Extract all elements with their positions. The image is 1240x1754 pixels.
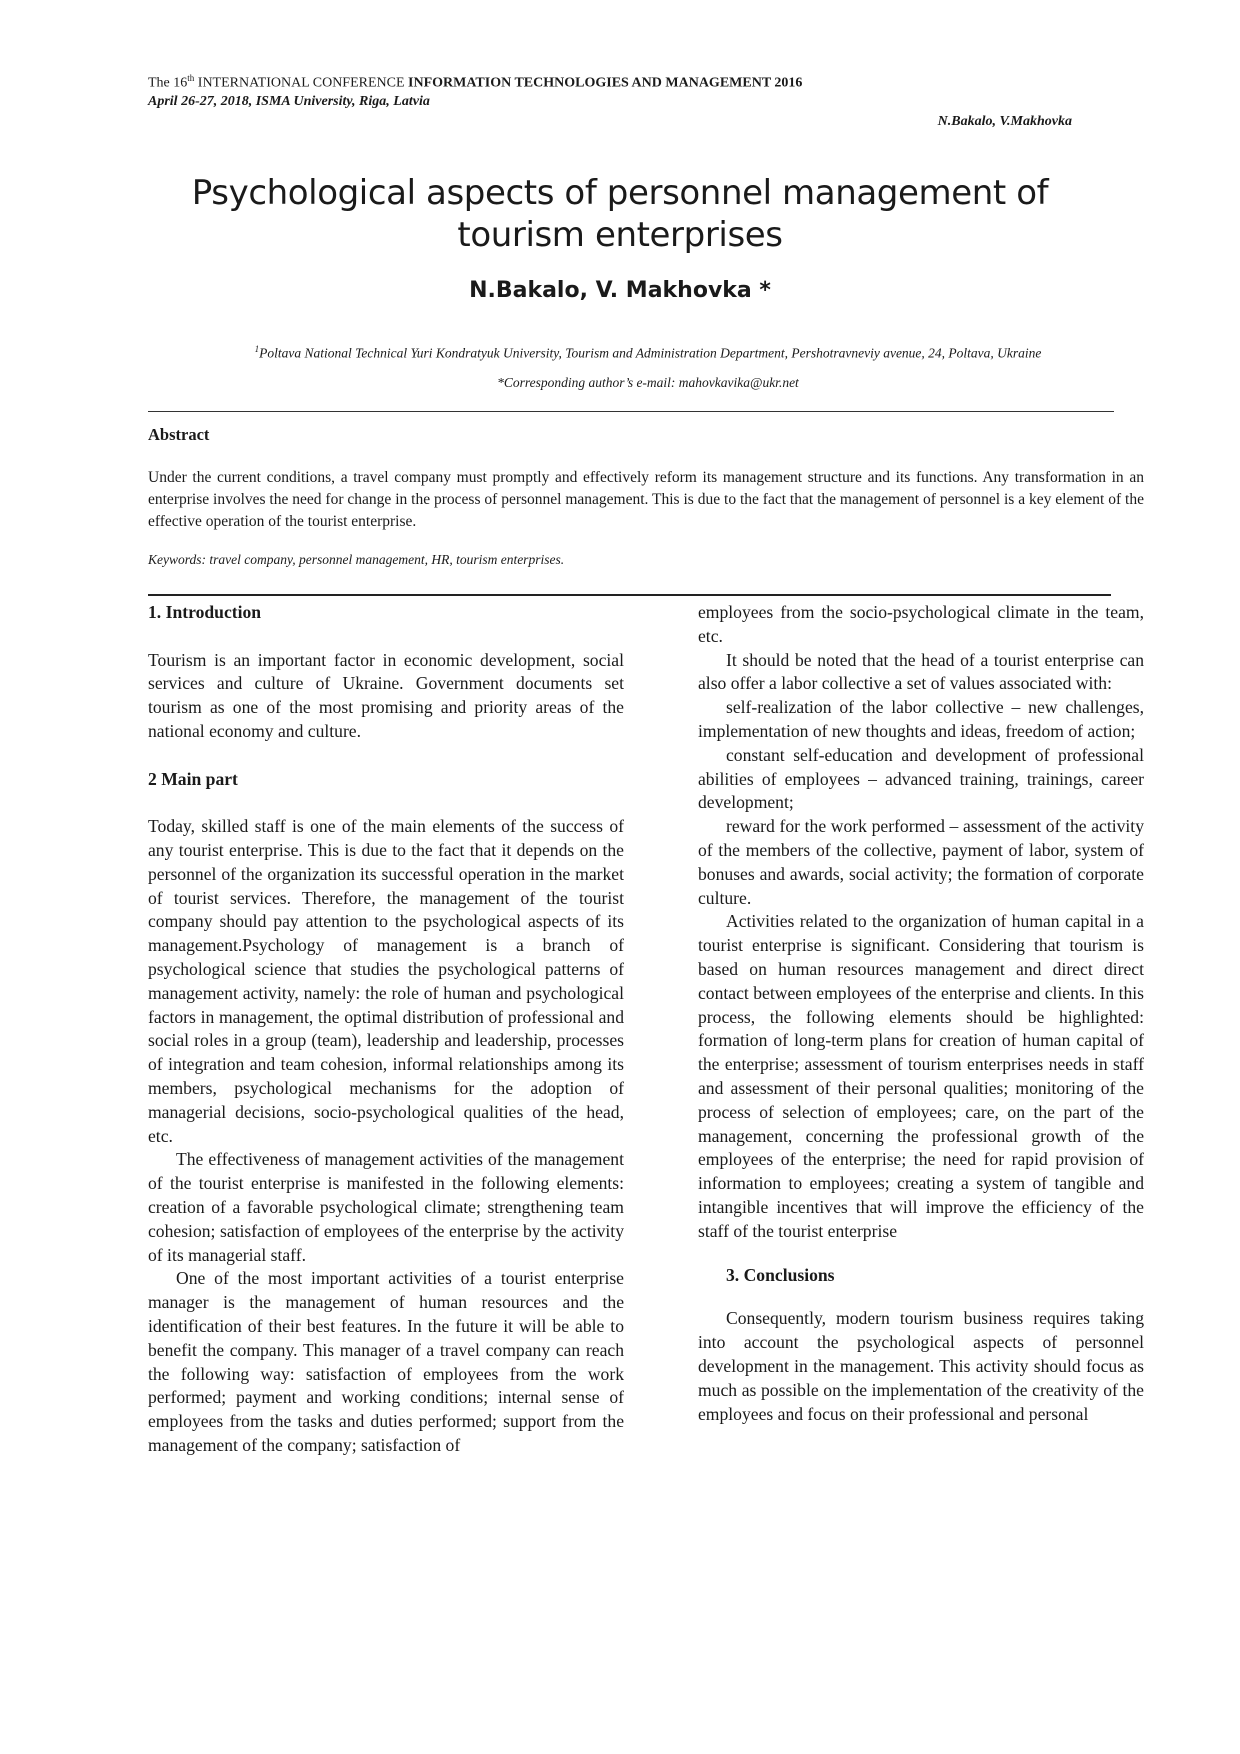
abstract-heading: Abstract (148, 425, 210, 444)
abstract-divider (148, 594, 1111, 596)
conclusions-paragraph: Consequently, modern tourism business requires taking into account the psychological aspects of personnel development in the management. This activity should focus as much as possible on the implementation of the creativity of the employees and focus on their professional and personal (698, 1308, 1144, 1424)
main-paragraph-7: reward for the work performed – assessment of the activity of the members of the collective, payment of labor, system of bonuses and awards, social activity; the formation of corporate culture. (698, 816, 1144, 908)
main-paragraph-2: The effectiveness of management activities of the management of the tourist enterprise is manifested in the following elements: creation of a favorable psychological climate; strengthening team cohesion; satisfaction of employees of the enterprise by the activity of its managerial staff. (148, 1149, 624, 1265)
conference-line (148, 73, 802, 92)
paper-title: Psychological aspects of personnel management of tourism enterprises (191, 173, 1049, 255)
main-paragraph-5: self-realization of the labor collective – new challenges, implementation of new thoughts and ideas, freedom of action; (698, 697, 1144, 741)
conference-type: INTERNATIONAL CONFERENCE (194, 75, 409, 91)
conference-ordinal-suffix: th (187, 73, 195, 83)
right-column (698, 601, 1144, 1426)
introduction-paragraph: Tourism is an important factor in economic development, social services and culture of Ukraine. Government documents set tourism as one of the most promising and priority areas of the national economy and culture. (148, 649, 624, 741)
conference-name: INFORMATION TECHNOLOGIES AND MANAGEMENT 2016 (408, 75, 803, 91)
running-authors: N.Bakalo, V.Makhovka (937, 114, 1072, 129)
left-column (148, 601, 624, 1458)
paper-authors: N.Bakalo, V. Makhovka * (469, 278, 771, 303)
abstract-text: Under the current conditions, a travel company must promptly and effectively reform its management structure and its functions. Any transformation in an enterprise involves the need for change in the process of personnel management. This is due to the fact that the management of personnel is a key element of the effective operation of the tourist enterprise. (148, 469, 1144, 530)
introduction-heading: 1. Introduction (148, 602, 262, 622)
corresponding-author: *Corresponding author’s e-mail: mahovkavika@ukr.net (497, 375, 799, 390)
keywords: Keywords: travel company, personnel management, HR, tourism enterprises. (148, 552, 565, 567)
affiliation-text: Poltava National Technical Yuri Kondratyuk University, Tourism and Administration Department, Pershotravneviy avenue, 24, Poltava, Ukraine (259, 345, 1042, 361)
main-paragraph-6: constant self-education and development of professional abilities of employees – advanced training, trainings, career development; (698, 744, 1144, 813)
main-part-heading: 2 Main part (148, 768, 238, 789)
affiliation (148, 344, 1148, 362)
header-divider (148, 411, 1114, 412)
main-paragraph-3-continued: employees from the socio-psychological climate in the team, etc. (698, 602, 1144, 646)
affiliation-marker: 1 (254, 344, 260, 354)
conference-prefix: The 16 (148, 75, 188, 91)
main-paragraph-1: Today, skilled staff is one of the main elements of the success of any tourist enterprise. This is due to the fact that it depends on the personnel of the organization its successful operation in the market of tourist services. Therefore, the management of the tourist company should pay attention to the psychological aspects of its management.Psychology of management is a branch of psychological science that studies the psychological patterns of management activity, namely: the role of human and psychological factors in management, the optimal distribution of professional and social roles in a group (team), leadership and leadership, processes of integration and team cohesion, informal relationships among its members, psychological mechanisms for the adoption of managerial decisions, socio-psychological qualities of the head, etc. (148, 816, 624, 1146)
conference-date-location: April 26-27, 2018, ISMA University, Riga, Latvia (148, 94, 430, 109)
conclusions-heading: 3. Conclusions (726, 1264, 835, 1285)
main-paragraph-3: One of the most important activities of a tourist enterprise manager is the management of human resources and the identification of their best features. In the future it will be able to benefit the company. This manager of a travel company can reach the following way: satisfaction of employees from the work performed; payment and working conditions; internal sense of employees from the tasks and duties performed; support from the management of the company; satisfaction of (148, 1268, 624, 1455)
main-paragraph-8: Activities related to the organization of human capital in a tourist enterprise is significant. Considering that tourism is based on human resources management and direct direct contact between employees of the enterprise and clients. In this process, the following elements should be highlighted: formation of long-term plans for creation of human capital of the enterprise; assessment of tourism enterprises needs in staff and assessment of their personal qualities; monitoring of the process of selection of employees; care, on the part of the management, concerning the professional growth of the employees of the enterprise; the need for rapid provision of information to employees; creating a system of tangible and intangible incentives that will improve the efficiency of the staff of the tourist enterprise (698, 911, 1144, 1241)
main-paragraph-4: It should be noted that the head of a tourist enterprise can also offer a labor collective a set of values associated with: (698, 649, 1144, 694)
